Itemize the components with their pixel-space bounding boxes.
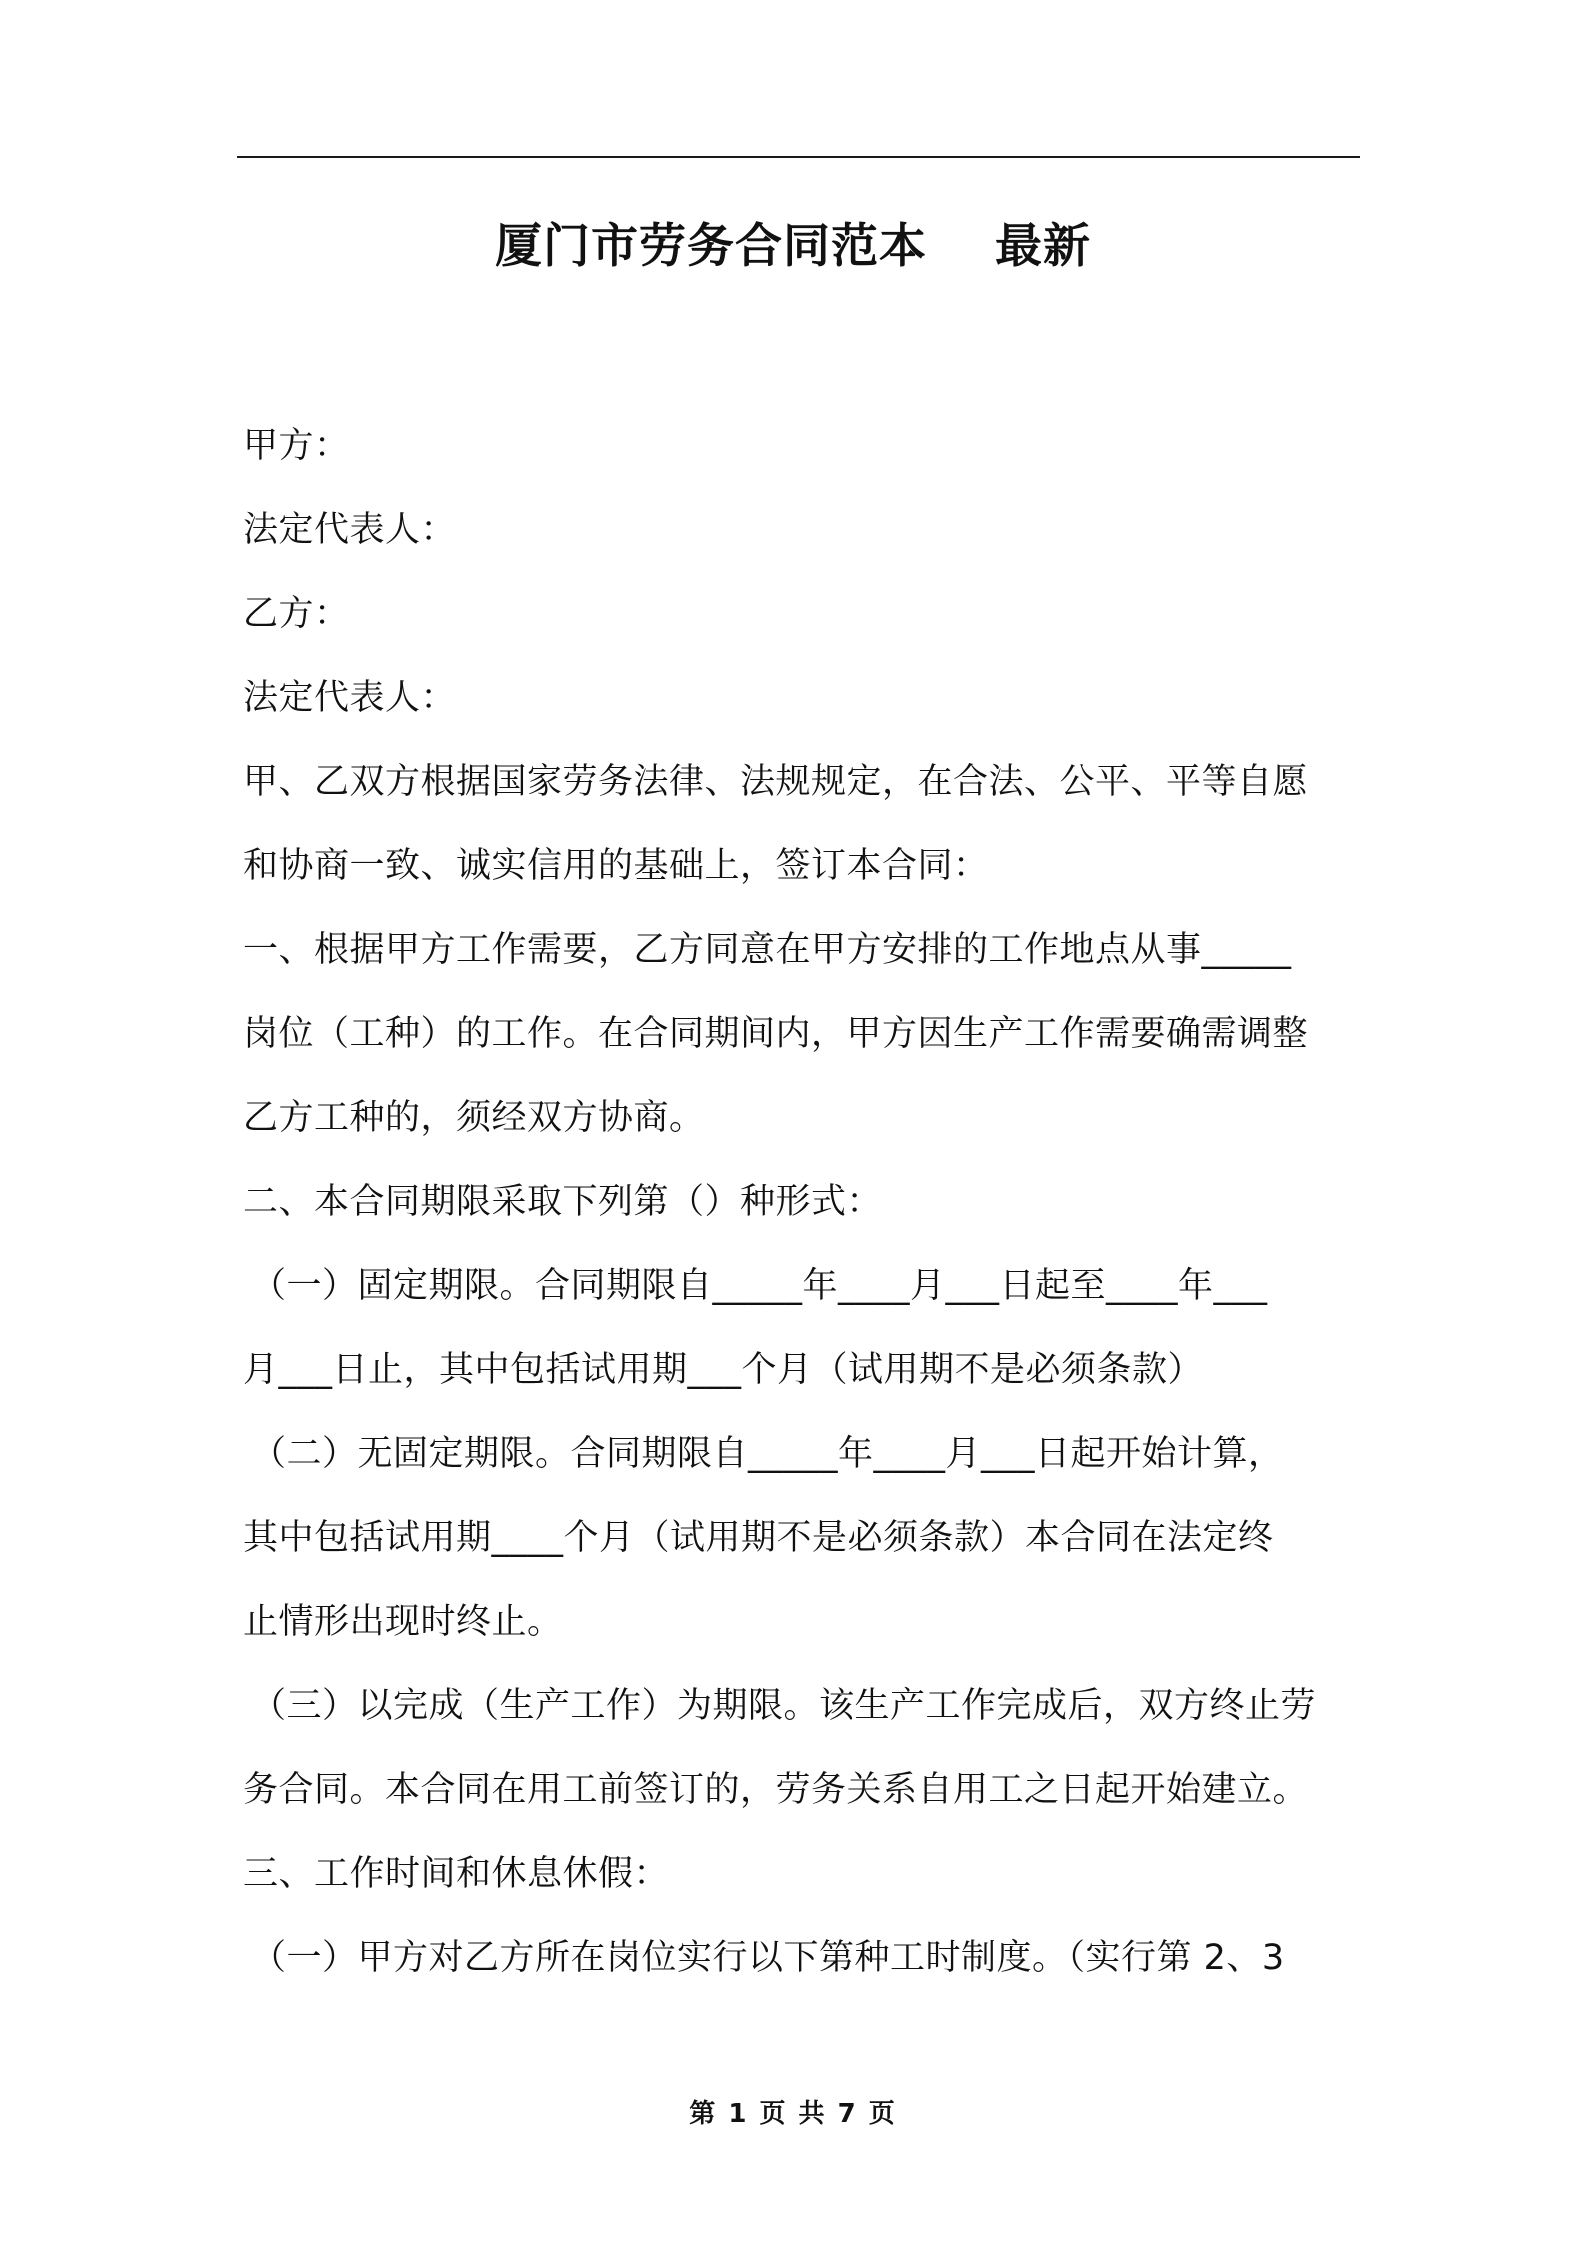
clause-1-line-2: 岗位（工种）的工作。在合同期间内，甲方因生产工作需要确需调整 <box>243 1014 1309 1054</box>
clause-2-1-line-2: 月___日止，其中包括试用期___个月（试用期不是必须条款） <box>243 1350 1204 1390</box>
clause-2-2-line-2: 其中包括试用期____个月（试用期不是必须条款）本合同在法定终 <box>243 1518 1274 1558</box>
party-b-representative-line: 法定代表人： <box>243 678 457 718</box>
header-rule <box>237 156 1360 158</box>
clause-2-1-line-1: （一）固定期限。合同期限自_____年____月___日起至____年___ <box>251 1266 1268 1306</box>
clause-3-1-line-1: （一）甲方对乙方所在岗位实行以下第种工时制度。（实行第 2、3 <box>251 1938 1285 1978</box>
clause-1-line-3: 乙方工种的，须经双方协商。 <box>243 1098 705 1138</box>
title-main: 厦门市劳务合同范本 <box>495 219 927 274</box>
clause-2-2-line-3: 止情形出现时终止。 <box>243 1602 563 1642</box>
contract-body <box>243 404 1360 2000</box>
clause-1-line-1: 一、根据甲方工作需要，乙方同意在甲方安排的工作地点从事_____ <box>243 930 1292 970</box>
title-suffix: 最新 <box>995 219 1091 274</box>
clause-2-3-line-2: 务合同。本合同在用工前签订的，劳务关系自用工之日起开始建立。 <box>243 1770 1309 1810</box>
clause-2-2-line-1: （二）无固定期限。合同期限自_____年____月___日起开始计算， <box>251 1434 1284 1474</box>
document-title <box>0 212 1586 282</box>
party-b-line: 乙方： <box>243 594 350 634</box>
preamble-line-2: 和协商一致、诚实信用的基础上，签订本合同： <box>243 846 989 886</box>
party-a-line: 甲方： <box>243 426 350 466</box>
preamble-line-1: 甲、乙双方根据国家劳务法律、法规规定，在合法、公平、平等自愿 <box>243 762 1309 802</box>
clause-2-heading: 二、本合同期限采取下列第（）种形式： <box>243 1182 883 1222</box>
clause-2-3-line-1: （三）以完成（生产工作）为期限。该生产工作完成后，双方终止劳 <box>251 1686 1317 1726</box>
page-number: 第 1 页 共 7 页 <box>689 2099 897 2129</box>
clause-3-heading: 三、工作时间和休息休假： <box>243 1854 670 1894</box>
party-a-representative-line: 法定代表人： <box>243 510 457 550</box>
